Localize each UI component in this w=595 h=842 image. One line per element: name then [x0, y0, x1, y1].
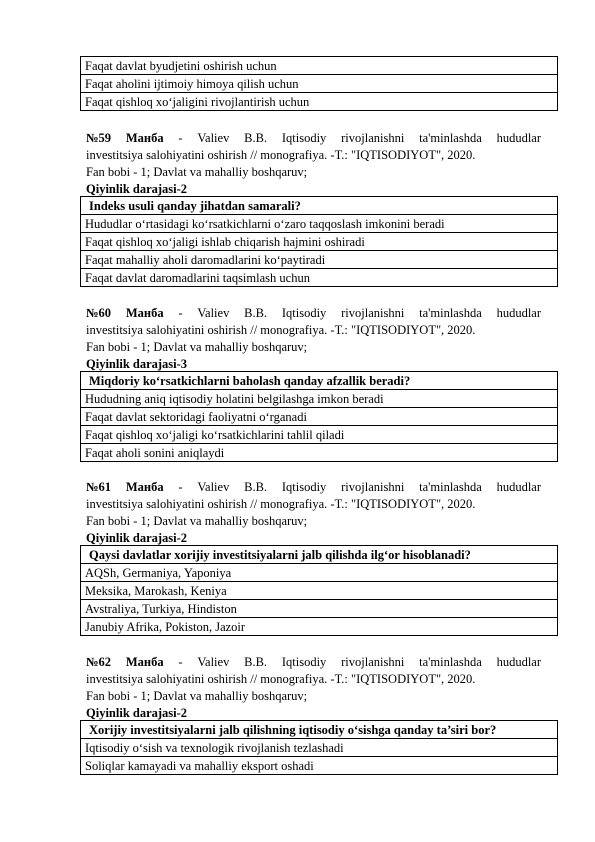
question-table [80, 545, 558, 636]
answer-option: Avstraliya, Turkiya, Hindiston [81, 600, 558, 618]
question-meta [86, 130, 541, 198]
answer-option: Faqat qishloq xo‘jaligi ishlab chiqarish hajmini oshiradi [81, 233, 558, 251]
source-label: Манба [125, 655, 164, 669]
source-line [86, 479, 541, 496]
answer-option: Janubiy Afrika, Pokiston, Jazoir [81, 618, 558, 636]
answer-option: Faqat qishloq xo‘jaligini rivojlantirish uchun [81, 93, 558, 111]
source-label: Манба [125, 131, 164, 145]
source-word: B.B. [244, 480, 268, 494]
difficulty-level: Qiyinlik darajasi-3 [86, 357, 188, 371]
source-word: Valiev [197, 655, 230, 669]
chapter-info: Fan bobi - 1; Davlat va mahalliy boshqaruv; [86, 689, 308, 703]
source-word: - [178, 306, 183, 320]
question-table [80, 371, 558, 462]
answer-option: Soliqlar kamayadi va mahalliy eksport oshadi [81, 757, 558, 775]
source-word: B.B. [244, 131, 268, 145]
source-word: Valiev [197, 480, 230, 494]
question-number: №62 [86, 655, 112, 669]
answer-option: Faqat qishloq xo‘jaligi ko‘rsatkichlarini tahlil qiladi [81, 426, 558, 444]
difficulty-level: Qiyinlik darajasi-2 [86, 531, 188, 545]
source-word: rivojlanishni [341, 131, 405, 145]
answer-option: Faqat davlat byudjetini oshirish uchun [81, 57, 558, 75]
source-word: Iqtisodiy [281, 480, 327, 494]
question-number: №60 [86, 306, 112, 320]
source-word: ta'minlashda [419, 655, 482, 669]
source-word: B.B. [244, 655, 268, 669]
source-citation: investitsiya salohiyatini oshirish // monografiya. -T.: "IQTISODIYOT", 2020. [86, 148, 476, 162]
answer-table [80, 56, 558, 111]
question-table [80, 196, 558, 287]
question-text: Xorijiy investitsiyalarni jalb qilishning iqtisodiy o‘sishga qanday ta’siri bor? [81, 721, 558, 739]
source-word: hududlar [496, 655, 541, 669]
question-number: №59 [86, 131, 112, 145]
source-label: Манба [125, 306, 164, 320]
source-line [86, 130, 541, 147]
answer-option: Faqat davlat sektoridagi faoliyatni o‘rganadi [81, 408, 558, 426]
source-word: rivojlanishni [341, 655, 405, 669]
difficulty-level: Qiyinlik darajasi-2 [86, 182, 188, 196]
question-text: Qaysi davlatlar xorijiy investitsiyalarni jalb qilishda ilg‘or hisoblanadi? [81, 546, 558, 564]
source-word: ta'minlashda [419, 131, 482, 145]
source-line [86, 305, 541, 322]
source-line [86, 654, 541, 671]
answer-option: Hududlar o‘rtasidagi ko‘rsatkichlarni o‘zaro taqqoslash imkonini beradi [81, 215, 558, 233]
source-word: hududlar [496, 480, 541, 494]
question-table [80, 720, 558, 775]
source-word: Iqtisodiy [281, 306, 327, 320]
answer-option: Hududning aniq iqtisodiy holatini belgilashga imkon beradi [81, 390, 558, 408]
answer-option: Faqat aholini ijtimoiy himoya qilish uchun [81, 75, 558, 93]
answer-option: Faqat aholi sonini aniqlaydi [81, 444, 558, 462]
chapter-info: Fan bobi - 1; Davlat va mahalliy boshqaruv; [86, 165, 308, 179]
answer-option: Faqat davlat daromadlarini taqsimlash uchun [81, 269, 558, 287]
chapter-info: Fan bobi - 1; Davlat va mahalliy boshqaruv; [86, 340, 308, 354]
answer-option: Meksika, Marokash, Keniya [81, 582, 558, 600]
question-meta [86, 305, 541, 373]
source-word: Iqtisodiy [281, 131, 327, 145]
source-citation: investitsiya salohiyatini oshirish // monografiya. -T.: "IQTISODIYOT", 2020. [86, 323, 476, 337]
source-word: rivojlanishni [341, 306, 405, 320]
difficulty-level: Qiyinlik darajasi-2 [86, 706, 188, 720]
answer-option: Faqat mahalliy aholi daromadlarini ko‘paytiradi [81, 251, 558, 269]
answer-option: AQSh, Germaniya, Yaponiya [81, 564, 558, 582]
source-word: Valiev [197, 131, 230, 145]
source-citation: investitsiya salohiyatini oshirish // monografiya. -T.: "IQTISODIYOT", 2020. [86, 672, 476, 686]
source-word: Valiev [197, 306, 230, 320]
source-word: - [178, 131, 183, 145]
source-word: hududlar [496, 131, 541, 145]
answer-option: Iqtisodiy o‘sish va texnologik rivojlanish tezlashadi [81, 739, 558, 757]
source-citation: investitsiya salohiyatini oshirish // monografiya. -T.: "IQTISODIYOT", 2020. [86, 497, 476, 511]
source-word: ta'minlashda [419, 480, 482, 494]
source-word: hududlar [496, 306, 541, 320]
source-word: B.B. [244, 306, 268, 320]
question-text: Indeks usuli qanday jihatdan samarali? [81, 197, 558, 215]
source-word: - [178, 480, 183, 494]
source-word: rivojlanishni [341, 480, 405, 494]
question-meta [86, 479, 541, 547]
question-number: №61 [86, 480, 112, 494]
source-word: ta'minlashda [419, 306, 482, 320]
question-meta [86, 654, 541, 722]
source-word: Iqtisodiy [281, 655, 327, 669]
question-text: Miqdoriy ko‘rsatkichlarni baholash qanday afzallik beradi? [81, 372, 558, 390]
source-label: Манба [125, 480, 164, 494]
chapter-info: Fan bobi - 1; Davlat va mahalliy boshqaruv; [86, 514, 308, 528]
source-word: - [178, 655, 183, 669]
